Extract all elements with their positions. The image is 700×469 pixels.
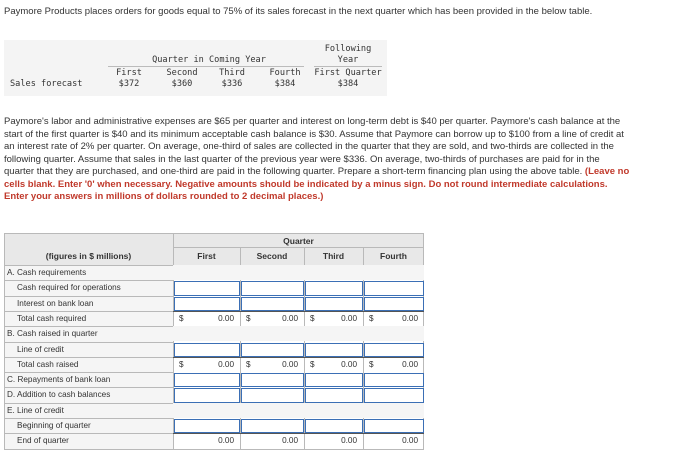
row-label: C. Repayments of bank loan (7, 375, 111, 385)
forecast-value-third: $336 (221, 79, 243, 89)
row-label: B. Cash raised in quarter (7, 329, 98, 339)
total-value-first: 0.00 (218, 313, 234, 323)
total-top-rule (304, 433, 363, 434)
answer-input-fourth[interactable] (364, 297, 424, 311)
total-top-rule (173, 433, 240, 434)
forecast-value-following: $384 (337, 79, 359, 89)
forecast-col-fourth: Fourth (269, 68, 301, 78)
forecast-value-fourth: $384 (274, 79, 296, 89)
answer-input-second[interactable] (241, 388, 304, 402)
answer-input-fourth[interactable] (364, 419, 424, 433)
answer-input-third[interactable] (305, 297, 363, 311)
total-top-rule (240, 311, 304, 312)
row-divider (4, 296, 173, 297)
row-label: Cash required for operations (17, 283, 121, 293)
answer-input-second[interactable] (241, 281, 304, 295)
forecast-value-second: $360 (171, 79, 193, 89)
quarter-col-third: Third (322, 251, 345, 261)
currency-symbol: $ (369, 359, 374, 369)
answer-input-third[interactable] (305, 419, 363, 433)
total-top-rule (304, 357, 363, 358)
forecast-col-first: First (116, 68, 142, 78)
total-value-fourth: 0.00 (402, 436, 418, 446)
row-label: Interest on bank loan (17, 298, 94, 308)
currency-symbol: $ (246, 313, 251, 323)
row-divider (4, 403, 173, 404)
answer-input-first[interactable] (174, 297, 240, 311)
instructions-text: (Leave no cells blank. Enter '0' when necessary. Negative amounts should be indicated by a minus sign. Do not round intermediate calculations. Enter your answers in millions of dollars rounded to 2 decimal places.) (4, 166, 630, 202)
quarter-header-rule (173, 247, 424, 248)
following-header-line2: Year (337, 55, 359, 65)
currency-symbol: $ (179, 359, 184, 369)
section-cell (173, 403, 240, 418)
row-divider (4, 372, 173, 373)
intro-text: Paymore Products places orders for goods equal to 75% of its sales forecast in the next quarter which has been provided in the below table. (4, 6, 593, 17)
total-top-rule (173, 311, 240, 312)
total-value-fourth: 0.00 (402, 313, 418, 323)
section-cell (304, 265, 363, 280)
total-top-rule (363, 311, 424, 312)
row-label: End of quarter (17, 436, 69, 446)
sales-forecast-label: Sales forecast (10, 79, 83, 89)
row-divider (4, 449, 173, 450)
total-top-rule (304, 311, 363, 312)
row-divider (4, 326, 173, 327)
section-cell (173, 265, 240, 280)
quarter-col-first: First (197, 251, 216, 261)
row-divider (4, 342, 173, 343)
answer-input-third[interactable] (305, 281, 363, 295)
section-cell (240, 403, 304, 418)
forecast-col-second: Second (166, 68, 198, 78)
following-header-line1: Following (324, 44, 372, 54)
row-divider (4, 418, 173, 419)
total-value-third: 0.00 (341, 436, 357, 446)
row-label: D. Addition to cash balances (7, 390, 111, 400)
row-divider (4, 311, 173, 312)
row-label: Total cash raised (17, 359, 79, 369)
answer-input-third[interactable] (305, 388, 363, 402)
answer-input-second[interactable] (241, 343, 304, 357)
answer-input-second[interactable] (241, 373, 304, 387)
total-value-first: 0.00 (218, 436, 234, 446)
quarter-col-second: Second (256, 251, 288, 261)
row-label: Line of credit (17, 344, 64, 354)
currency-symbol: $ (310, 313, 315, 323)
financing-plan-grid (4, 233, 424, 449)
row-divider (4, 387, 173, 388)
answer-input-first[interactable] (174, 281, 240, 295)
section-cell (363, 326, 424, 341)
section-cell (240, 326, 304, 341)
answer-input-fourth[interactable] (364, 373, 424, 387)
section-cell (304, 403, 363, 418)
total-top-rule (363, 433, 424, 434)
answer-input-fourth[interactable] (364, 388, 424, 402)
problem-body: Paymore's labor and administrative expenses are $65 per quarter and interest on long-term debt is $40 per quarter. Paymore's cash balance at the start of the first quarter is $40 and its minimum acceptable cash balance is $30. Assume that Paymore can borrow up to $100 from a line of credit at an interest rate of 2% per quarter. On average, one-third of sales are collected in the quarter that they are sold, and two-thirds are collected in the following quarter. Assume that sales in the last quarter of the previous year were $336. On average, two-thirds of purchases are paid for in the quarter that they are purchased, and one-third are paid in the following quarter. Prepare a short-term financing plan using the above table. (4, 116, 624, 177)
answer-input-second[interactable] (241, 419, 304, 433)
answer-input-second[interactable] (241, 297, 304, 311)
answer-input-first[interactable] (174, 419, 240, 433)
section-cell (363, 403, 424, 418)
section-cell (304, 326, 363, 341)
forecast-value-first: $372 (118, 79, 140, 89)
quarter-header: Quarter (283, 236, 314, 246)
forecast-col-third: Third (219, 68, 245, 78)
total-top-rule (363, 357, 424, 358)
total-top-rule (240, 433, 304, 434)
currency-symbol: $ (369, 313, 374, 323)
total-value-first: 0.00 (218, 359, 234, 369)
total-top-rule (173, 357, 240, 358)
section-cell (173, 326, 240, 341)
row-label: Beginning of quarter (17, 421, 91, 430)
answer-input-first[interactable] (174, 373, 240, 387)
total-value-fourth: 0.00 (402, 359, 418, 369)
sales-forecast-table (4, 40, 387, 96)
total-value-second: 0.00 (282, 436, 298, 446)
quarter-col-fourth: Fourth (380, 251, 407, 261)
answer-input-third[interactable] (305, 373, 363, 387)
row-label: Total cash required (17, 313, 87, 323)
forecast-col-following-first: First Quarter (314, 68, 382, 78)
total-value-third: 0.00 (341, 359, 357, 369)
row-divider (4, 280, 173, 281)
answer-input-fourth[interactable] (364, 281, 424, 295)
row-label: E. Line of credit (7, 405, 64, 415)
grid-top-border (4, 233, 424, 234)
total-value-second: 0.00 (282, 359, 298, 369)
currency-symbol: $ (310, 359, 315, 369)
problem-text (4, 116, 631, 204)
quarter-group-header: Quarter in Coming Year (152, 55, 266, 65)
currency-symbol: $ (179, 313, 184, 323)
units-header: (figures in $ millions) (45, 251, 132, 261)
answer-input-third[interactable] (305, 343, 363, 357)
total-top-rule (240, 357, 304, 358)
group-header-rule (108, 66, 304, 67)
answer-input-first[interactable] (174, 388, 240, 402)
answer-input-fourth[interactable] (364, 343, 424, 357)
row-divider (4, 357, 173, 358)
currency-symbol: $ (246, 359, 251, 369)
total-value-third: 0.00 (341, 313, 357, 323)
row-label: A. Cash requirements (7, 268, 87, 277)
answer-input-first[interactable] (174, 343, 240, 357)
row-divider (4, 433, 173, 434)
section-cell (363, 265, 424, 280)
following-header-rule (314, 66, 382, 67)
total-value-second: 0.00 (282, 313, 298, 323)
section-cell (240, 265, 304, 280)
